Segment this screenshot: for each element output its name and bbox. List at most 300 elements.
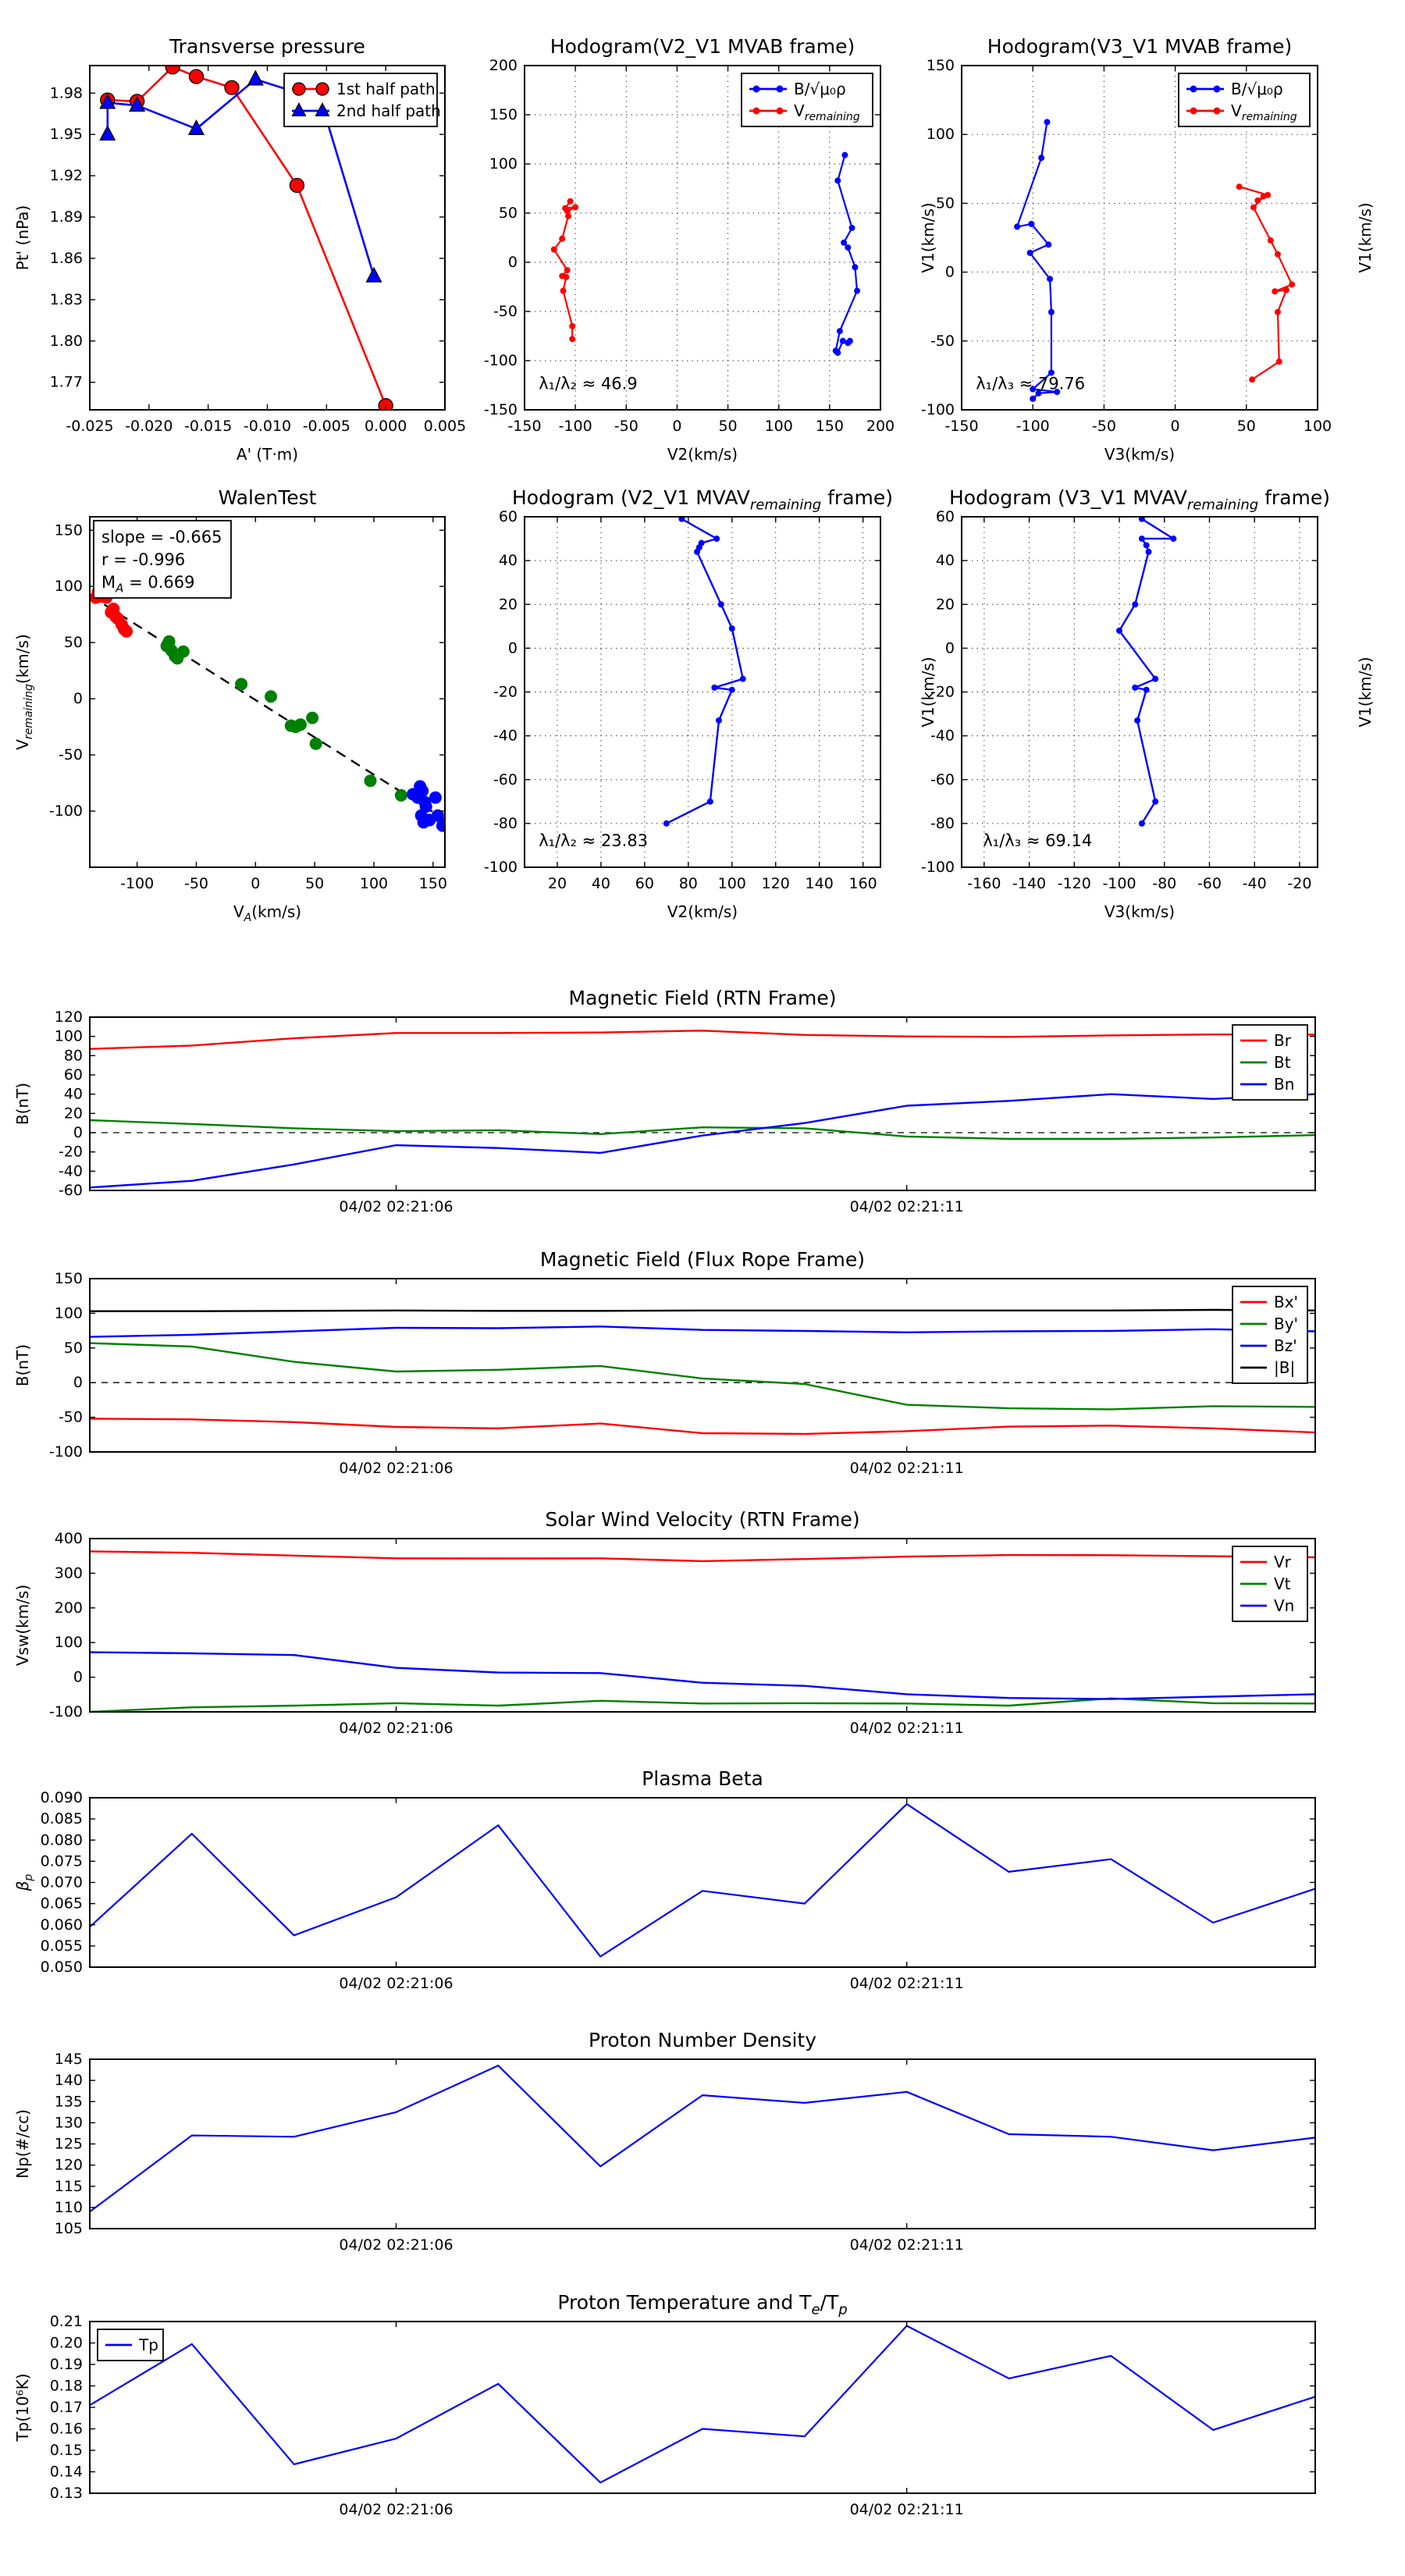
x-tick-label: 100 (717, 875, 746, 892)
chart-plasma-beta (8, 1755, 1403, 2033)
series-line (90, 1699, 1315, 1712)
y-tick-label: 0 (944, 639, 955, 657)
y-axis-label: $V_{remaining}(km/s)$ (13, 634, 36, 750)
y-axis-label: V1(km/s) (1356, 202, 1375, 273)
legend-label: Bt (1274, 1053, 1291, 1072)
y-tick-label: 125 (54, 2135, 83, 2153)
marker-circle (1272, 288, 1278, 294)
hodogram-v3v1-mvab-series (1014, 119, 1295, 402)
x-tick-label: -0.010 (243, 418, 292, 435)
marker-circle (1139, 535, 1145, 542)
marker-circle (1028, 221, 1034, 227)
y-tick-label: -60 (930, 770, 955, 788)
marker-circle (852, 264, 858, 270)
y-tick-label: 110 (54, 2198, 83, 2216)
y-tick-label: -20 (930, 683, 955, 701)
x-tick-label: -100 (1016, 418, 1050, 435)
y-tick-label: 60 (63, 1066, 83, 1083)
hodogram-v3v1-mvab-canvas (880, 23, 1405, 476)
y-tick-label: 150 (489, 106, 518, 123)
legend-label: |B| (1274, 1358, 1296, 1377)
y-tick-label: 0 (944, 263, 955, 281)
series-line (90, 2065, 1315, 2211)
series-line (836, 155, 857, 353)
y-tick-label: 400 (54, 1530, 83, 1547)
y-tick-label: -40 (493, 727, 518, 745)
gridlines (525, 517, 880, 867)
solar-wind-velocity-canvas (8, 1496, 1403, 1778)
legend-label: Tp (139, 2336, 158, 2354)
series-line (1119, 519, 1173, 824)
chart-title: Transverse pressure (169, 35, 365, 58)
proton-temperature-legend (98, 2329, 163, 2361)
x-tick-label: -40 (1242, 875, 1267, 892)
marker-circle (1146, 549, 1152, 555)
stat-line: slope = -0.665 (101, 528, 222, 546)
y-tick-label: -100 (48, 1443, 83, 1461)
series-line (1240, 187, 1293, 379)
annotation: λ₁/λ₃ ≈ 69.14 (983, 831, 1093, 851)
y-axis-label: B(nT) (13, 1082, 32, 1126)
plasma-beta-canvas (8, 1755, 1403, 2033)
y-tick-label: -50 (930, 332, 955, 350)
series-line (1017, 122, 1057, 399)
series-line (90, 1418, 1315, 1434)
y-tick-label: 0.090 (40, 1789, 83, 1806)
y-tick-label: 40 (935, 552, 955, 570)
marker-circle (1030, 396, 1036, 402)
y-tick-label: 0.18 (49, 2377, 83, 2395)
marker-circle (1139, 820, 1145, 827)
x-tick-label: 04/02 02:21:11 (849, 1720, 964, 1737)
y-tick-label: -100 (48, 1703, 83, 1720)
y-tick-label: -100 (920, 401, 955, 418)
y-tick-label: -60 (493, 770, 518, 788)
legend-label: By' (1274, 1315, 1299, 1333)
y-tick-label: 0.075 (40, 1852, 83, 1870)
y-tick-label: 0.065 (40, 1895, 83, 1912)
marker-circle (551, 247, 557, 253)
series-line (90, 1804, 1315, 1956)
chart-title: Proton Number Density (589, 2029, 816, 2051)
y-tick-label: 100 (54, 1304, 83, 1322)
x-tick-label: 0 (251, 875, 261, 892)
y-tick-label: 50 (63, 634, 83, 652)
series-line (90, 1326, 1315, 1336)
x-tick-label: 200 (866, 418, 895, 435)
marker-circle (753, 108, 760, 115)
y-tick-label: -80 (493, 814, 518, 832)
y-tick-label: -100 (48, 802, 83, 820)
x-tick-label: -50 (1091, 418, 1116, 435)
y-tick-label: -80 (930, 814, 955, 832)
y-tick-label: 100 (54, 578, 83, 596)
marker-circle (293, 83, 305, 95)
annotation: λ₁/λ₂ ≈ 23.83 (539, 831, 649, 851)
marker-circle (572, 204, 578, 210)
y-tick-label: -60 (58, 1182, 83, 1199)
x-tick-label: 0.005 (423, 418, 467, 435)
legend-label: Vr (1274, 1553, 1291, 1571)
y-tick-label: 0 (73, 1374, 83, 1392)
marker-circle (834, 177, 841, 183)
y-tick-label: 0.070 (40, 1873, 83, 1891)
marker-circle (564, 267, 571, 273)
marker-circle (290, 178, 304, 192)
x-tick-label: 80 (678, 875, 698, 892)
y-tick-label: 0.17 (49, 2399, 83, 2416)
y-tick-label: 50 (63, 1339, 83, 1357)
x-tick-label: 50 (305, 875, 325, 892)
y-tick-label: 0 (73, 1124, 83, 1141)
axes-frame (90, 1017, 1315, 1190)
y-tick-label: -50 (58, 1408, 83, 1426)
y-tick-label: 1.95 (49, 126, 83, 144)
y-tick-label: 1.77 (49, 373, 83, 391)
stat-line: $M_A = 0.669$ (101, 573, 195, 596)
marker-circle (718, 601, 724, 607)
y-axis-label: $\beta_p$ (13, 1873, 36, 1891)
chart-hodogram-v3v1-mvav (880, 474, 1405, 934)
x-tick-label: -0.015 (184, 418, 233, 435)
y-tick-label: 0.21 (49, 2313, 83, 2330)
marker-circle (854, 288, 860, 294)
marker-circle (1250, 205, 1257, 211)
marker-triangle (100, 126, 115, 140)
mag-field-rtn-legend (1232, 1025, 1307, 1100)
y-tick-label: -50 (493, 303, 518, 320)
marker-circle (1048, 309, 1055, 315)
x-tick-label: 04/02 02:21:06 (339, 1460, 454, 1477)
marker-circle (1038, 155, 1044, 161)
y-tick-label: 120 (54, 1009, 83, 1026)
marker-circle (711, 685, 717, 691)
y-tick-label: 200 (489, 57, 518, 74)
y-tick-label: 0.16 (49, 2420, 83, 2438)
marker-circle (120, 625, 133, 638)
marker-triangle (367, 268, 382, 282)
x-tick-label: -150 (944, 418, 979, 435)
series-line (90, 1310, 1315, 1311)
y-tick-label: 145 (54, 2051, 83, 2068)
proton-density-series (90, 2065, 1315, 2211)
marker-circle (294, 718, 307, 731)
y-tick-label: -40 (58, 1162, 83, 1180)
y-tick-label: 0.13 (49, 2485, 83, 2502)
y-tick-label: -40 (930, 727, 955, 745)
marker-circle (1214, 86, 1221, 93)
y-tick-label: 80 (63, 1047, 83, 1065)
legend-label: Bn (1274, 1075, 1295, 1094)
marker-circle (569, 323, 575, 329)
mag-field-rtn-series (90, 1030, 1315, 1187)
y-tick-label: -50 (58, 746, 83, 764)
hodogram-v3v1-mvav-series (1116, 516, 1176, 827)
marker-circle (1276, 358, 1282, 365)
y-tick-label: 0.14 (49, 2463, 83, 2481)
marker-triangle (248, 71, 263, 85)
x-axis-label: V2(km/s) (667, 445, 738, 464)
marker-circle (707, 799, 713, 805)
x-tick-label: -0.025 (66, 418, 114, 435)
marker-circle (841, 240, 847, 246)
x-tick-label: -160 (967, 875, 1001, 892)
marker-circle (1289, 281, 1295, 287)
hodogram-v2v1-mvab-legend (742, 73, 873, 126)
marker-circle (177, 646, 190, 658)
marker-circle (1261, 194, 1267, 200)
legend-label: 2nd half path (336, 101, 441, 120)
series-line (90, 1551, 1315, 1561)
marker-circle (1236, 183, 1243, 190)
y-tick-label: 1.92 (49, 167, 83, 185)
marker-circle (1027, 250, 1033, 256)
y-tick-label: 120 (54, 2156, 83, 2174)
x-tick-label: 50 (718, 418, 738, 435)
y-tick-label: 40 (498, 552, 518, 570)
x-tick-label: -80 (1152, 875, 1177, 892)
marker-circle (395, 789, 407, 802)
y-axis-label: B(nT) (13, 1343, 32, 1387)
y-tick-label: 1.80 (49, 332, 83, 350)
x-tick-label: 160 (848, 875, 877, 892)
series-line (667, 519, 743, 824)
marker-circle (563, 274, 569, 280)
marker-circle (777, 86, 784, 93)
x-tick-label: 50 (1236, 418, 1256, 435)
y-axis-label: V1(km/s) (919, 656, 937, 728)
y-tick-label: 100 (54, 1634, 83, 1652)
annotation: λ₁/λ₂ ≈ 46.9 (539, 374, 638, 393)
y-tick-label: 60 (935, 508, 955, 525)
y-tick-label: 0.050 (40, 1959, 83, 1976)
mag-field-fluxrope-legend (1232, 1286, 1307, 1383)
x-tick-label: 04/02 02:21:06 (339, 1198, 454, 1215)
chart-mag-field-fluxrope (8, 1236, 1403, 1518)
chart-hodogram-v3v1-mvab (880, 23, 1405, 476)
y-tick-label: -20 (58, 1143, 83, 1161)
y-tick-label: 20 (63, 1105, 83, 1123)
legend-label: 1st half path (336, 80, 436, 98)
marker-circle (567, 198, 574, 205)
hodogram-v3v1-mvab-legend (1179, 73, 1310, 126)
x-axis-label: A' (T·m) (236, 445, 299, 464)
x-axis-label: V3(km/s) (1104, 902, 1176, 921)
gridlines (962, 517, 1318, 867)
chart-proton-density (8, 2016, 1403, 2295)
y-tick-label: 135 (54, 2093, 83, 2111)
y-tick-label: 0.15 (49, 2442, 83, 2459)
legend-label: $V_{remaining}$ (794, 101, 860, 124)
x-tick-label: 140 (805, 875, 834, 892)
chart-title: Proton Temperature and $T_e/T_p$ (557, 2291, 848, 2318)
marker-circle (316, 83, 329, 95)
chart-title: Hodogram (V3_V1 $MVAV_{remaining}$ frame) (948, 486, 1331, 514)
marker-circle (165, 60, 180, 74)
series-line (90, 1094, 1315, 1188)
proton-density-canvas (8, 2016, 1403, 2295)
marker-circle (1275, 251, 1281, 258)
marker-circle (1044, 119, 1050, 125)
series-line (90, 1030, 1315, 1048)
x-tick-label: -140 (1012, 875, 1047, 892)
x-tick-label: -100 (558, 418, 592, 435)
x-tick-label: 100 (764, 418, 793, 435)
y-tick-label: 1.89 (49, 208, 83, 226)
y-tick-label: 0.085 (40, 1810, 83, 1828)
marker-circle (1283, 287, 1289, 294)
series-line (90, 1653, 1315, 1699)
y-tick-label: 60 (498, 508, 518, 525)
y-tick-label: 300 (54, 1564, 83, 1582)
fit-line (90, 596, 445, 820)
mag-field-rtn-canvas (8, 974, 1403, 1257)
x-tick-label: 04/02 02:21:06 (339, 1720, 454, 1737)
y-tick-label: 105 (54, 2220, 83, 2237)
series-line (90, 2326, 1315, 2483)
marker-circle (364, 774, 376, 787)
y-axis-label: Np(#/cc) (13, 2109, 32, 2179)
x-tick-label: -60 (1197, 875, 1222, 892)
y-tick-label: 150 (54, 1270, 83, 1287)
x-tick-label: 04/02 02:21:11 (849, 1198, 964, 1215)
y-axis-label: Tp(10⁶K) (13, 2373, 32, 2442)
marker-circle (560, 288, 567, 294)
y-tick-label: 0.055 (40, 1937, 83, 1955)
chart-title: Solar Wind Velocity (RTN Frame) (545, 1508, 860, 1531)
x-tick-label: 04/02 02:21:11 (849, 1460, 964, 1477)
y-tick-label: 150 (926, 57, 955, 74)
y-tick-label: 100 (54, 1027, 83, 1045)
chart-title: Hodogram(V3_V1 MVAB frame) (987, 35, 1293, 58)
marker-circle (753, 86, 760, 93)
y-tick-label: 1.83 (49, 290, 83, 308)
x-tick-label: -120 (1057, 875, 1091, 892)
x-tick-label: 100 (359, 875, 389, 892)
marker-circle (663, 820, 670, 827)
y-axis-label: Pt' (nPa) (13, 205, 32, 271)
chart-title: Plasma Beta (642, 1767, 763, 1790)
x-tick-label: 04/02 02:21:11 (849, 2236, 964, 2254)
solar-wind-velocity-series (90, 1551, 1315, 1712)
marker-circle (834, 350, 841, 356)
marker-circle (1045, 241, 1051, 247)
y-tick-label: 50 (935, 194, 955, 212)
chart-solar-wind-velocity (8, 1496, 1403, 1778)
marker-circle (777, 108, 784, 115)
marker-circle (310, 738, 322, 750)
x-tick-label: -20 (1287, 875, 1312, 892)
y-tick-label: 20 (935, 596, 955, 614)
marker-circle (1047, 276, 1053, 282)
marker-circle (1152, 799, 1158, 805)
x-tick-label: 0 (1170, 418, 1180, 435)
y-tick-label: -100 (483, 352, 518, 369)
y-tick-label: 40 (63, 1085, 83, 1103)
marker-circle (847, 338, 853, 344)
marker-circle (716, 717, 722, 724)
marker-circle (1170, 535, 1176, 542)
x-tick-label: 150 (815, 418, 844, 435)
marker-circle (1152, 676, 1158, 682)
y-tick-label: 130 (54, 2114, 83, 2132)
y-tick-label: 0.060 (40, 1916, 83, 1934)
y-tick-label: 0 (507, 254, 518, 271)
y-tick-label: 200 (54, 1599, 83, 1617)
marker-circle (729, 687, 735, 693)
y-tick-label: 115 (54, 2177, 83, 2195)
marker-circle (1134, 717, 1140, 724)
marker-circle (565, 213, 571, 219)
y-tick-label: 50 (498, 205, 518, 222)
x-tick-label: 04/02 02:21:06 (339, 2501, 454, 2518)
y-axis-label: V1(km/s) (1356, 656, 1375, 728)
axes-frame (90, 1798, 1315, 1967)
legend-label: Br (1274, 1031, 1291, 1050)
y-tick-label: 150 (54, 521, 83, 539)
axes-frame (90, 2059, 1315, 2229)
series-line (90, 1343, 1315, 1410)
x-tick-label: -0.005 (302, 418, 350, 435)
x-tick-label: 150 (418, 875, 447, 892)
x-tick-label: 120 (761, 875, 790, 892)
marker-circle (1249, 376, 1255, 382)
legend-label: Vt (1274, 1574, 1291, 1593)
marker-circle (1132, 685, 1138, 691)
y-tick-label: 0.20 (49, 2334, 83, 2352)
y-tick-label: 20 (498, 596, 518, 614)
annotation: λ₁/λ₃ ≈ 79.76 (976, 374, 1086, 393)
y-tick-label: 100 (489, 155, 518, 173)
marker-circle (740, 676, 746, 682)
chart-title: Magnetic Field (RTN Frame) (568, 987, 837, 1009)
x-tick-label: -0.020 (125, 418, 173, 435)
marker-circle (416, 785, 429, 797)
legend-label: $V_{remaining}$ (1231, 101, 1297, 124)
chart-title: Hodogram (V2_V1 $MVAV_{remaining}$ frame) (511, 486, 894, 514)
marker-circle (1132, 601, 1138, 607)
x-tick-label: 04/02 02:21:06 (339, 2236, 454, 2254)
marker-circle (694, 549, 700, 555)
marker-circle (429, 792, 442, 804)
y-tick-label: 0 (73, 690, 83, 708)
legend-label: B/√μ₀ρ (794, 80, 846, 98)
x-axis-label: $V_A(km/s)$ (233, 902, 302, 925)
marker-circle (1116, 628, 1122, 634)
y-tick-label: 0.080 (40, 1831, 83, 1849)
proton-temperature-canvas (8, 2279, 1403, 2560)
marker-circle (306, 712, 318, 724)
marker-circle (729, 625, 735, 632)
hodogram-v3v1-mvav-canvas (880, 474, 1405, 934)
marker-circle (225, 80, 239, 94)
marker-circle (1190, 86, 1197, 93)
y-tick-label: -100 (920, 859, 955, 876)
y-axis-label: Vsw(km/s) (13, 1584, 32, 1667)
y-tick-label: -20 (493, 683, 518, 701)
y-tick-label: 0 (507, 639, 518, 657)
legend-label: Bx' (1274, 1293, 1299, 1311)
marker-circle (845, 244, 851, 251)
x-tick-label: 04/02 02:21:11 (849, 1975, 964, 1992)
chart-title: Magnetic Field (Flux Rope Frame) (539, 1248, 866, 1271)
marker-circle (841, 152, 848, 158)
hodogram-v2v1-mvab-series (551, 152, 860, 356)
y-tick-label: 140 (54, 2072, 83, 2090)
marker-circle (569, 336, 575, 342)
marker-circle (1275, 309, 1281, 315)
x-axis-label: V3(km/s) (1104, 445, 1176, 464)
